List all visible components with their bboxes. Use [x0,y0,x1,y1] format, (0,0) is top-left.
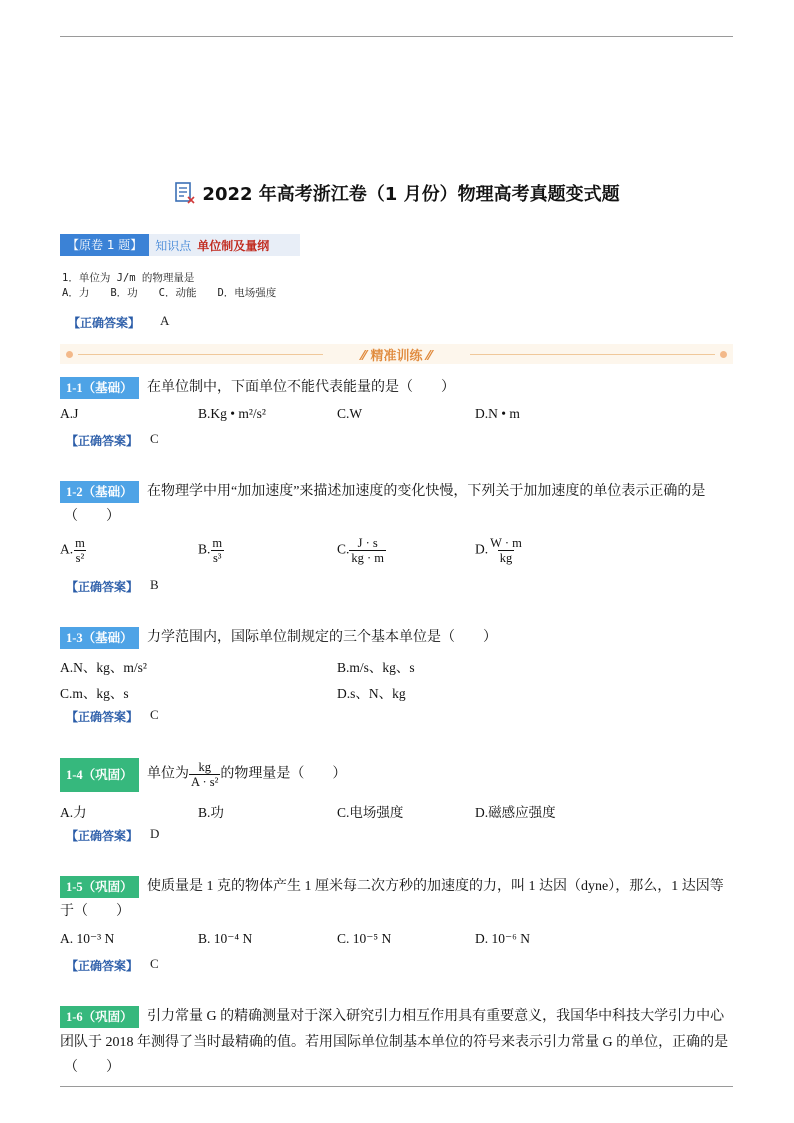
answer-value: C [150,956,159,971]
original-tag: 【原卷 1 题】 [60,234,149,256]
option-a: A.J [60,406,79,421]
question-stem: 引力常量 G 的精确测量对于深入研究引力相互作用具有重要意义，我国华中科技大学引力中心 [147,1009,725,1024]
option-d: D.磁感应强度 [475,805,556,820]
question-stem-cont: （ ） [64,1060,120,1075]
answer-label: 【正确答案】 [66,959,139,973]
question-tag: 1-6（巩固） [60,1006,139,1028]
option-b: B.m/s、kg、s [337,660,415,675]
original-answer: A [160,313,170,328]
option-d: D.N • m [475,406,520,421]
option-b: B.功 [198,805,224,820]
question-stem: 力学范围内，国际单位制规定的三个基本单位是（ ） [147,630,497,645]
section-divider [60,344,733,364]
question-stem-cont: 团队于 2018 年测得了当时最精确的值。若用国际单位制基本单位的符号来表示引力常量 G 的单位，正确的是 [60,1035,729,1050]
section-title: ⁄⁄ 精准训练 ⁄⁄ [361,349,432,364]
question-tag: 1-2（基础） [60,481,139,503]
option-d: D.s、N、kg [337,686,406,701]
question-tag: 1-3（基础） [60,627,139,649]
option-d: D. $\frac{W \cdot m}{kg}$ [475,536,522,565]
question-stem: 在单位制中，下面单位不能代表能量的是（ ） [147,380,455,395]
option-a: A. $\frac{m}{\text{s²}}$ [60,536,85,565]
option-a: A.力 [60,805,87,820]
option-c: C.电场强度 [337,805,404,820]
top-rule [60,36,733,37]
page-title: 2022 年高考浙江卷（1 月份）物理高考真题变式题 [202,184,620,205]
question-stem-cont: （ ） [64,509,120,524]
bottom-rule [60,1086,733,1087]
knowledge-point-value: 单位制及量纲 [197,238,270,253]
original-answer-label: 【正确答案】 [68,316,141,330]
option-c: C.W [337,406,363,421]
option-b: B. 10⁻⁴ N [198,931,253,946]
question-stem: 单位为 $\frac{kg}{\text{A · s²}}$ 的物理量是（ ） [147,760,347,789]
answer-value: C [150,431,159,446]
answer-value: B [150,577,159,592]
option-a: A.N、kg、m/s² [60,660,147,675]
question-tag: 1-5（巩固） [60,876,139,898]
knowledge-point-label: 知识点 [155,238,192,253]
question-stem: 使质量是 1 克的物体产生 1 厘米每二次方秒的加速度的力，叫 1 达因（dyne），那么，1 达因等 [147,879,724,894]
option-b: B.Kg • m²/s² [198,406,266,421]
question-tag: 1-1（基础） [60,377,139,399]
question-tag: 1-4（巩固） [60,758,139,792]
original-question-bar [60,234,300,256]
option-c: C. $\frac{J \cdot s}{kg \cdot m}$ [337,536,385,565]
original-stem: 1．单位为 J/m 的物理量是 [62,272,195,284]
option-d: D. 10⁻⁶ N [475,931,530,946]
option-b: B. $\frac{m}{\text{s³}}$ [198,536,223,565]
question-stem: 在物理学中用“加加速度”来描述加速度的变化快慢，下列关于加加速度的单位表示正确的是 [147,484,706,499]
answer-value: C [150,707,159,722]
option-c: C. 10⁻⁵ N [337,931,392,946]
answer-label: 【正确答案】 [66,580,139,594]
answer-label: 【正确答案】 [66,710,139,724]
answer-label: 【正确答案】 [66,434,139,448]
original-options: A．力 B．功 C．动能 D．电场强度 [62,287,277,299]
answer-label: 【正确答案】 [66,829,139,843]
option-c: C.m、kg、s [60,686,129,701]
document-icon [174,181,196,205]
title-row [0,180,794,206]
question-stem-cont: 于（ ） [60,904,130,919]
option-a: A. 10⁻³ N [60,931,115,946]
answer-value: D [150,826,160,841]
